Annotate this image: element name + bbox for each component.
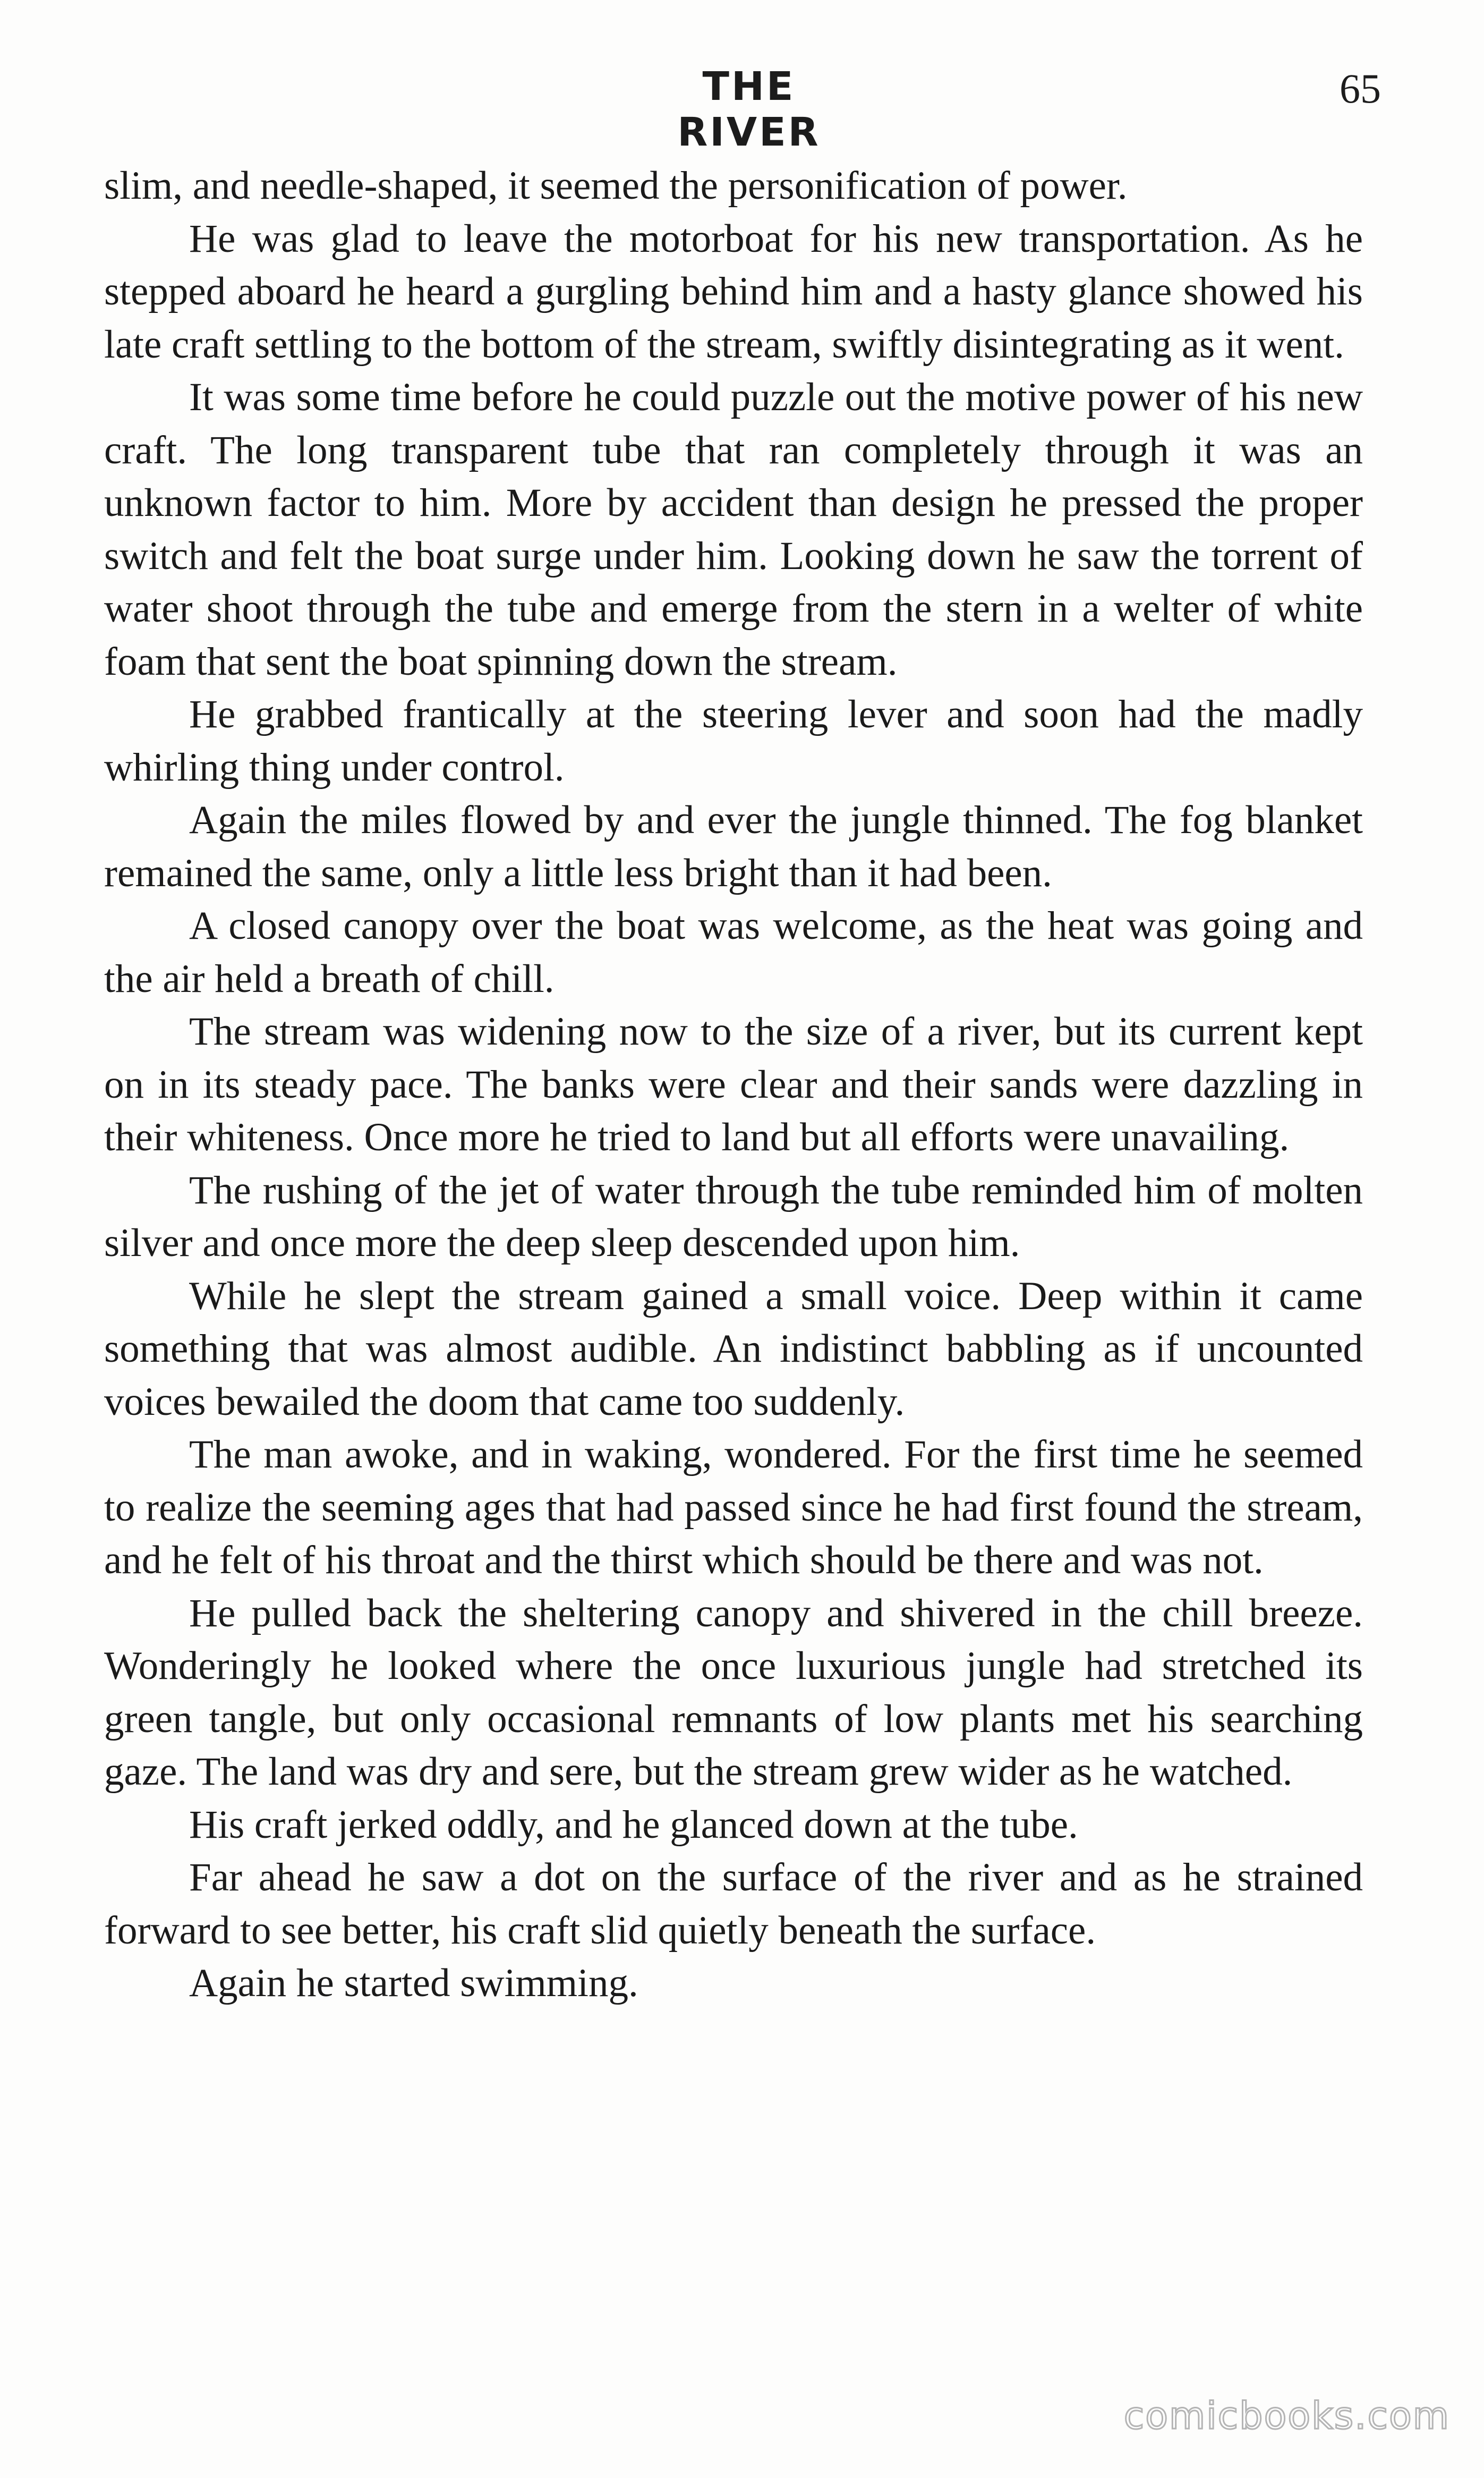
running-title: THE RIVER xyxy=(677,64,821,155)
paragraph: His craft jerked oddly, and he glanced down at the tube. xyxy=(189,1802,1078,1847)
page-number: 65 xyxy=(1340,65,1381,112)
paragraph: He was glad to leave the motorboat for his new transportation. As he stepped aboard he heard a gurgling behind him and a hasty glance showed his late craft settling to the bottom of the stream, swiftly disintegrating as it went. xyxy=(104,216,1363,367)
paragraph: He pulled back the sheltering canopy and shivered in the chill breeze. Wonderingly he looked where the once luxurious jungle had stretched its green tangle, but only occasional remnants of low plants met his searching gaze. The land was dry and sere, but the stream grew wider as he watched. xyxy=(104,1591,1363,1794)
paragraph: It was some time before he could puzzle out the motive power of his new craft. The long transparent tube that ran completely through it was an unknown factor to him. More by accident than design he pressed the proper switch and felt the boat surge under him. Looking down he saw the torrent of water shoot through the tube and emerge from the stern in a welter of white foam that sent the boat spinning down the stream. xyxy=(104,375,1363,684)
paragraph: The rushing of the jet of water through the tube reminded him of molten silver and once more the deep sleep descended upon him. xyxy=(104,1168,1363,1265)
paragraph: Again the miles flowed by and ever the jungle thinned. The fog blanket remained the same, only a little less bright than it had been. xyxy=(104,798,1363,895)
paragraph: A closed canopy over the boat was welcome, as the heat was going and the air held a breath of chill. xyxy=(104,904,1363,1001)
paragraph: The stream was widening now to the size of a river, but its current kept on in its steady pace. The banks were clear and their sands were dazzling in their whiteness. Once more he tried to land but all efforts were unavailing. xyxy=(104,1009,1363,1159)
paragraph: While he slept the stream gained a small voice. Deep within it came something that was almost audible. An indistinct babbling as if uncounted voices bewailed the doom that came too suddenly. xyxy=(104,1274,1363,1424)
body-text xyxy=(104,159,1363,2010)
paragraph: He grabbed frantically at the steering lever and soon had the madly whirling thing under control. xyxy=(104,692,1363,790)
paragraph: The man awoke, and in waking, wondered. For the first time he seemed to realize the seeming ages that had passed since he had first found the stream, and he felt of his throat and the thirst which should be there and was not. xyxy=(104,1432,1363,1582)
watermark: comicbooks.com xyxy=(1123,2394,1450,2438)
paragraph: Again he started swimming. xyxy=(189,1961,638,2005)
paragraph: slim, and needle-shaped, it seemed the personification of power. xyxy=(104,164,1128,208)
paragraph: Far ahead he saw a dot on the surface of the river and as he strained forward to see better, his craft slid quietly beneath the surface. xyxy=(104,1855,1363,1953)
